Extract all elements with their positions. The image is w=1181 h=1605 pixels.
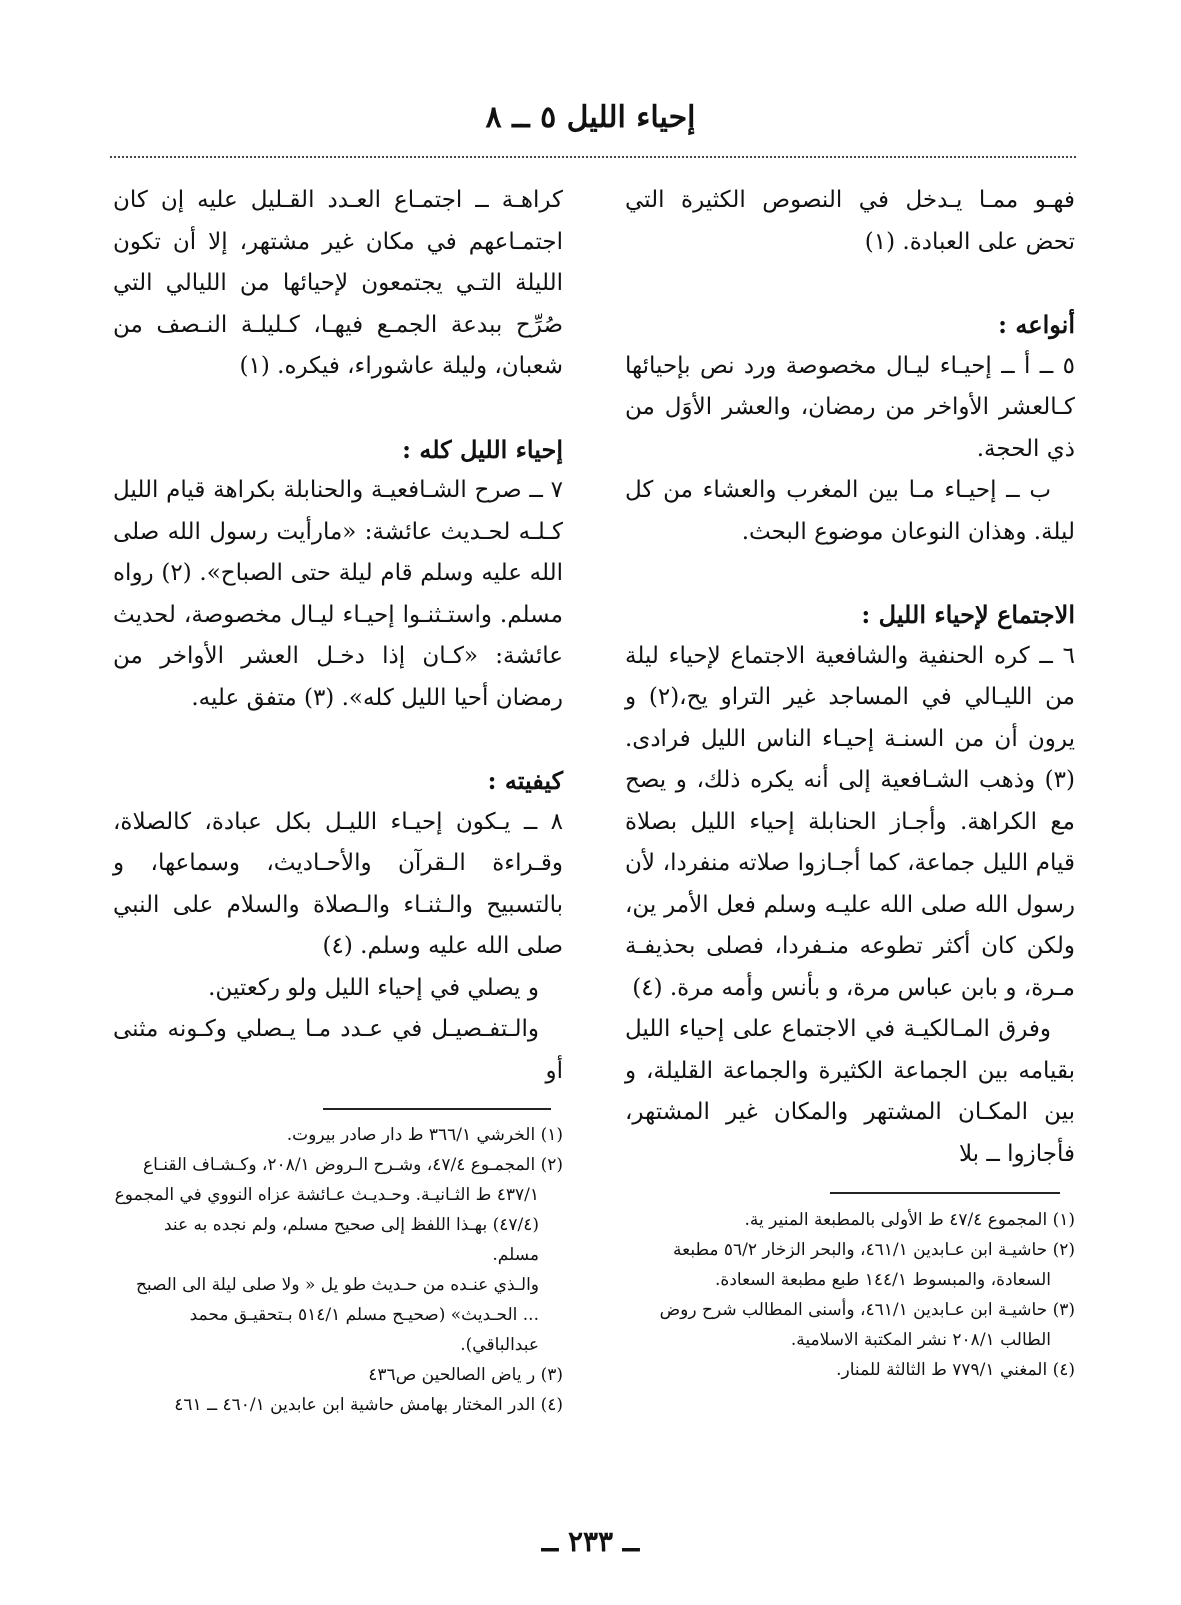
spacer — [625, 263, 1075, 304]
spacer — [625, 553, 1075, 594]
footnote: (٣) ر ياض الصالحين ص٤٣٦ — [368, 1365, 563, 1385]
footnote-rule-left — [323, 1108, 551, 1110]
spacer — [113, 388, 563, 429]
footnote: (٢) المجمـوع ٤٧/٤، وشـرح الـروض ٢٠٨/١، وكـشـاف القنـاع — [142, 1155, 563, 1175]
footnote: (١) المجموع ٤٧/٤ ط الأولى بالمطبعة المنير ية. — [744, 1210, 1075, 1230]
paragraph-7: ٧ ــ صرح الشـافعيـة والحنابلة بكراهة قيام الليل كـلـه لحـديث عائشة: «مارأيت رسول الله صلى الله عليه وسلم قام ليلة حتى الصباح». (٢) رواه مسلم. واستـثنـوا إحيـاء ليـال مخصوصة، لحديث عائشة: «كـان إذا دخـل العشر الأواخر من رمضان أحيا الليل كله». (٣) متفق عليه. — [113, 477, 563, 711]
heading-how: كيفيته : — [487, 766, 563, 795]
spacer — [113, 719, 563, 760]
heading-gathering: الاجتماع لإحياء الليل : — [861, 600, 1075, 629]
footnotes-right — [625, 1205, 1075, 1385]
footnote: (٣) حاشيـة ابن عـابدين ٤٦١/١، وأسنى المطالب شرح روض — [659, 1300, 1075, 1320]
heading-types: أنواعه : — [998, 310, 1075, 339]
paragraph-8c: والـتفـصيـل في عـدد مـا يـصلي وكـونه مثنى أو — [113, 1016, 563, 1084]
paragraph-intro-end: فهـو ممـا يـدخل في النصوص الكثيرة التي تحض على العبادة. (١) — [625, 187, 1075, 255]
footnote-cont: السعادة، والمبسوط ١٤٤/١ طبع مطبعة السعادة. — [715, 1270, 1051, 1290]
footnote-cont: الطالب ٢٠٨/١ نشر المكتبة الاسلامية. — [790, 1330, 1051, 1350]
footnote-cont: ... الحـديث» (صحيـح مسلم ٥١٤/١ بـتحقيـق محمد — [189, 1305, 539, 1325]
paragraph-6b: وفرق المـالكيـة في الاجتماع على إحياء الليل بقيامه بين الجماعة الكثيرة والجماعة القليلة، و بين المكـان المشتهر والمكان غير المشتهر، فأجازوا ــ بلا — [625, 1016, 1075, 1167]
heading-whole-night: إحياء الليل كله : — [402, 434, 563, 464]
footnote: (٤) المغني ٧٧٩/١ ط الثالثة للمنار. — [836, 1360, 1075, 1380]
footnote-cont: والـذي عنـده من حـديث طو يل « ولا صلى ليلة الى الصبح — [135, 1275, 539, 1295]
page-number: ــ ٢٣٣ ــ — [541, 1525, 640, 1558]
page-header: إحياء الليل ٥ ــ ٨ — [485, 100, 696, 135]
footnote: (٤) الدر المختار بهامش حاشية ابن عابدين ٤٦٠/١ ــ ٤٦١ — [174, 1395, 563, 1415]
paragraph-5b: ب ــ إحيـاء مـا بين المغرب والعشاء من كل ليلة. وهذان النوعان موضوع البحث. — [625, 477, 1075, 545]
footnote: (١) الخرشي ٣٦٦/١ ط دار صادر بيروت. — [286, 1125, 563, 1145]
right-column — [625, 180, 1075, 1175]
paragraph-6: ٦ ــ كره الحنفية والشافعية الاجتماع لإحياء ليلة من الليـالي في المساجد غير التراو يح،(٢) و يرون أن من السنـة إحيـاء الناس الليل فرادى. (٣) وذهب الشـافعية إلى أنه يكره ذلك، و يصح مع الكراهة. وأجـاز الحنابلة إحياء الليل بصلاة قيام الليل جماعة، كما أجـازوا صلاته منفردا، لأن رسول الله صلى الله عليـه وسلم فعل الأمر ين، ولكن كان أكثر تطوعه منـفردا، فصلى بحذيفـة مـرة، و بابن عباس مرة، و بأنس وأمه مرة. (٤) — [625, 642, 1075, 1001]
paragraph-5a: ٥ ــ أ ــ إحيـاء ليـال مخصوصة ورد نص بإحيائها كـالعشر الأواخر من رمضان، والعشر الأوَل من ذي الحجة. — [625, 352, 1075, 462]
footnote-rule-right — [830, 1192, 1060, 1194]
paragraph-continuation: كراهـة ــ اجتمـاع العـدد القـليل عليه إن كان اجتمـاعهم في مكان غير مشتهر، إلا أن تكون الليلة التـي يجتمعون لإحيائها من الليالي التي صُرِّح ببدعة الجمـع فيهـا، كـليلـة النـصف من شعبان، وليلة عاشوراء، فيكره. (١) — [113, 187, 563, 379]
footnote-cont: عبدالباقي). — [460, 1335, 539, 1355]
footnote: (٢) حاشيـة ابن عـابدين ٤٦١/١، والبحر الزخار ٥٦/٢ مطبعة — [673, 1240, 1075, 1260]
footnote-cont: ٤٣٧/١ ط الثـانيـة. وحـديـث عـائشة عزاه النووي في المجموع — [114, 1185, 539, 1205]
paragraph-8b: و يصلي في إحياء الليل ولو ركعتين. — [208, 974, 539, 1001]
left-column — [113, 180, 563, 1092]
footnote-cont: (٤٧/٤) بهـذا اللفظ إلى صحيح مسلم، ولم نجده به عند مسلم. — [163, 1215, 539, 1265]
header-divider — [110, 156, 1076, 158]
paragraph-8: ٨ ــ يـكون إحيـاء الليـل بكل عبادة، كالصلاة، وقـراءة الـقرآن والأحـاديث، وسماعها، و بالتسبيح والـثنـاء والـصلاة والسلام على النبي صلى الله عليه وسلم. (٤) — [113, 808, 563, 959]
footnotes-left — [113, 1120, 563, 1420]
